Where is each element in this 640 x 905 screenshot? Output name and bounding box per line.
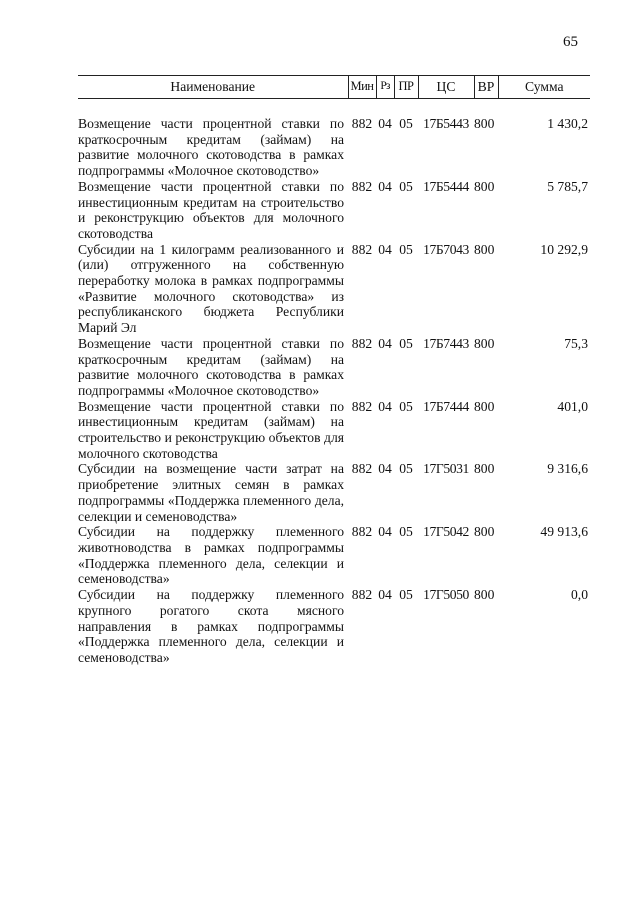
table-row — [78, 116, 590, 179]
row-pr: 05 — [399, 178, 413, 194]
row-sum: 5 785,7 — [547, 178, 588, 194]
row-min: 882 — [351, 398, 373, 414]
row-cs: 17Б5443 — [423, 116, 469, 131]
row-min: 882 — [351, 587, 373, 603]
row-pr: 05 — [399, 524, 413, 540]
row-min: 882 — [351, 524, 373, 540]
header-rz: Рз — [376, 76, 394, 99]
row-rz: 04 — [378, 116, 392, 131]
row-name: Возмещение части процентной ставки по краткосрочным кредитам (займам) на развитие молочного скотоводства в рамках подпрограммы «Молочное скотоводство» — [78, 335, 344, 398]
row-name: Возмещение части процентной ставки по инвестиционным кредитам на строительство и реконструкцию объектов для молочного скотоводства — [78, 178, 344, 241]
row-sum: 75,3 — [564, 335, 588, 351]
row-name: Субсидии на возмещение части затрат на приобретение элитных семян в рамках подпрограммы «Поддержка племенного дела, селекции и семеноводства» — [78, 461, 344, 524]
row-pr: 05 — [399, 398, 413, 414]
row-vr: 800 — [474, 178, 495, 194]
table-body — [78, 99, 590, 666]
row-cs: 17Г5031 — [423, 461, 469, 477]
row-rz: 04 — [378, 461, 392, 477]
row-sum: 49 913,6 — [540, 524, 588, 540]
row-cs: 17Б7443 — [423, 335, 469, 351]
header-pr: ПР — [394, 76, 418, 99]
table-row — [78, 587, 590, 666]
row-vr: 800 — [474, 461, 495, 477]
table-row — [78, 461, 590, 524]
row-rz: 04 — [378, 241, 392, 257]
budget-table — [78, 75, 590, 666]
row-rz: 04 — [378, 398, 392, 414]
row-sum: 10 292,9 — [540, 241, 588, 257]
header-name: Наименование — [78, 76, 348, 99]
row-name: Субсидии на поддержку племенного животноводства в рамках подпрограммы «Поддержка племенного дела, селекции и семеноводства» — [78, 524, 344, 587]
page-number: 65 — [563, 34, 578, 50]
header-spacer — [78, 99, 590, 117]
row-name: Возмещение части процентной ставки по инвестиционным кредитам (займам) на строительство и реконструкцию объектов для молочного скотоводства — [78, 398, 344, 461]
header-vr: ВР — [474, 76, 498, 99]
row-min: 882 — [351, 241, 373, 257]
header-min: Мин — [348, 76, 376, 99]
header-cs: ЦС — [418, 76, 474, 99]
row-cs: 17Б7444 — [423, 398, 469, 414]
row-name: Возмещение части процентной ставки по краткосрочным кредитам (займам) на развитие молочного скотоводства в рамках подпрограммы «Молочное скотоводство» — [78, 116, 344, 179]
table-row — [78, 524, 590, 587]
row-vr: 800 — [474, 398, 495, 414]
row-cs: 17Б7043 — [423, 241, 469, 257]
row-rz: 04 — [378, 587, 392, 603]
header-sum: Сумма — [498, 76, 590, 99]
row-vr: 800 — [474, 524, 495, 540]
table-row — [78, 399, 590, 462]
row-min: 882 — [351, 116, 373, 131]
row-pr: 05 — [399, 335, 413, 351]
row-cs: 17Г5042 — [423, 524, 469, 540]
row-vr: 800 — [474, 116, 495, 131]
row-sum: 1 430,2 — [547, 116, 588, 131]
row-name: Субсидии на 1 килограмм реализованного и (или) отгруженного на собственную переработку молока в рамках подпрограммы «Развитие молочного скотоводства» из республиканского бюджета Республики Марий Эл — [78, 241, 344, 336]
row-vr: 800 — [474, 241, 495, 257]
row-cs: 17Б5444 — [423, 178, 469, 194]
row-vr: 800 — [474, 335, 495, 351]
row-vr: 800 — [474, 587, 495, 603]
row-pr: 05 — [399, 461, 413, 477]
table-row — [78, 336, 590, 399]
row-cs: 17Г5050 — [423, 587, 469, 603]
row-min: 882 — [351, 335, 373, 351]
row-pr: 05 — [399, 116, 413, 131]
row-name: Субсидии на поддержку племенного крупного рогатого скота мясного направления в рамках подпрограммы «Поддержка племенного дела, селекции и семеноводства» — [78, 587, 344, 665]
row-min: 882 — [351, 178, 373, 194]
row-sum: 401,0 — [557, 398, 588, 414]
row-pr: 05 — [399, 587, 413, 603]
table-row — [78, 242, 590, 336]
row-sum: 0,0 — [571, 587, 588, 603]
table-row — [78, 179, 590, 242]
row-rz: 04 — [378, 178, 392, 194]
row-rz: 04 — [378, 335, 392, 351]
row-sum: 9 316,6 — [547, 461, 588, 477]
row-rz: 04 — [378, 524, 392, 540]
row-pr: 05 — [399, 241, 413, 257]
row-min: 882 — [351, 461, 373, 477]
table-header — [78, 76, 590, 99]
